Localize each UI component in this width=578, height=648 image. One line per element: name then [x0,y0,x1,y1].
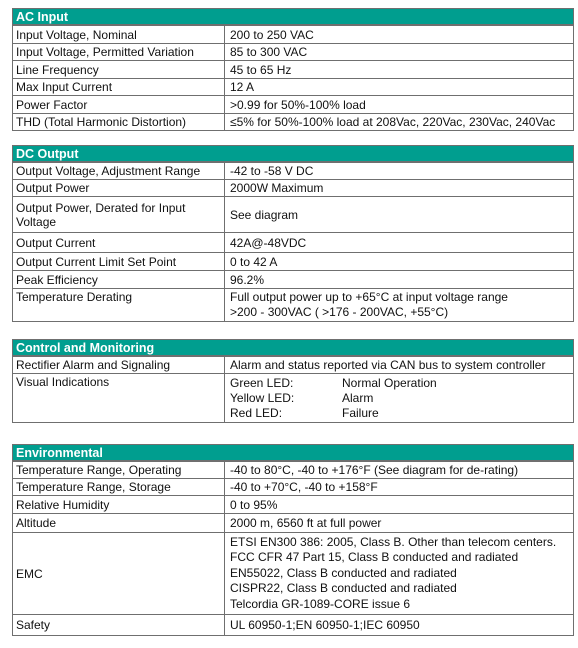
spec-label: EMC [13,533,225,615]
spec-value: 12 A [225,79,574,96]
spec-label: Max Input Current [13,79,225,96]
table-row [13,79,574,96]
table-row [13,496,574,514]
spec-value: See diagram [225,197,574,233]
environmental-header: Environmental [12,444,574,461]
derating-line: >200 - 300VAC ( >176 - 200VAC, +55°C) [230,305,449,319]
led-label: Red LED: [230,405,283,420]
emc-standards [225,533,574,615]
table-row [13,96,574,114]
spec-label: Altitude [13,514,225,533]
spec-label: Rectifier Alarm and Signaling [13,357,225,374]
table-row [13,289,574,322]
spec-label: Power Factor [13,96,225,114]
derating-line: Full output power up to +65°C at input voltage range [230,289,508,304]
spec-value: 0 to 42 A [225,253,574,271]
led-label: Yellow LED: [230,390,295,405]
table-row [13,462,574,479]
table-row [13,253,574,271]
spec-label: Relative Humidity [13,496,225,514]
emc-line: ETSI EN300 386: 2005, Class B. Other than telecom centers. [230,534,557,549]
environmental-table [12,461,574,636]
table-row [13,271,574,289]
control-monitoring-header: Control and Monitoring [12,339,574,356]
table-row [13,163,574,180]
spec-value: -42 to -58 V DC [225,163,574,180]
emc-line: EN55022, Class B conducted and radiated [230,565,457,580]
led-state: Normal Operation [342,375,437,390]
table-row [13,374,574,423]
spec-value: 200 to 250 VAC [225,26,574,44]
spec-label: Output Power, Derated for Input Voltage [13,197,225,233]
spec-label: Output Voltage, Adjustment Range [13,163,225,180]
spec-value: 2000W Maximum [225,180,574,197]
table-row [13,533,574,615]
table-row [13,26,574,44]
spec-label: Output Power [13,180,225,197]
emc-line: Telcordia GR-1089-CORE issue 6 [230,596,411,611]
led-state: Alarm [342,390,374,405]
led-yellow-row [230,391,573,406]
emc-line: FCC CFR 47 Part 15, Class B conducted and radiated [230,550,519,565]
led-list [225,374,574,423]
dc-output-header: DC Output [12,145,574,162]
control-monitoring-section [12,339,574,423]
spec-value: 96.2% [225,271,574,289]
table-row [13,61,574,79]
spec-value: ≤5% for 50%-100% load at 208Vac, 220Vac, 230Vac, 240Vac [225,114,574,131]
environmental-section [12,444,574,636]
table-row [13,197,574,233]
table-row [13,233,574,253]
table-row [13,479,574,496]
spec-value: 2000 m, 6560 ft at full power [225,514,574,533]
spec-label: Input Voltage, Permitted Variation [13,44,225,61]
spec-label: Output Current Limit Set Point [13,253,225,271]
table-row [13,114,574,131]
spec-label: Peak Efficiency [13,271,225,289]
spec-value: 45 to 65 Hz [225,61,574,79]
dc-output-section [12,145,574,322]
spec-label: Line Frequency [13,61,225,79]
dc-output-table [12,162,574,322]
spec-value [225,289,574,322]
table-row [13,44,574,61]
spec-value: 42A@-48VDC [225,233,574,253]
emc-line: CISPR22, Class B conducted and radiated [230,581,457,596]
table-row [13,615,574,636]
spec-label: THD (Total Harmonic Distortion) [13,114,225,131]
led-state: Failure [342,405,379,420]
spec-label: Visual Indications [13,374,225,423]
spec-value: 85 to 300 VAC [225,44,574,61]
table-row [13,180,574,197]
spec-label: Input Voltage, Nominal [13,26,225,44]
table-row [13,514,574,533]
spec-value: 0 to 95% [225,496,574,514]
spec-value: >0.99 for 50%-100% load [225,96,574,114]
control-monitoring-table [12,356,574,423]
spec-value: -40 to +70°C, -40 to +158°F [225,479,574,496]
spec-value: Alarm and status reported via CAN bus to system controller [225,357,574,374]
ac-input-table [12,25,574,131]
table-row [13,357,574,374]
led-green-row [230,376,573,391]
spec-value: UL 60950-1;EN 60950-1;IEC 60950 [225,615,574,636]
spec-label: Temperature Range, Storage [13,479,225,496]
spec-label: Temperature Derating [13,289,225,322]
ac-input-header: AC Input [12,8,574,25]
spec-label: Output Current [13,233,225,253]
led-label: Green LED: [230,375,294,390]
ac-input-section [12,8,574,131]
led-red-row [230,406,573,421]
spec-value: -40 to 80°C, -40 to +176°F (See diagram for de-rating) [225,462,574,479]
spec-label: Safety [13,615,225,636]
spec-label: Temperature Range, Operating [13,462,225,479]
